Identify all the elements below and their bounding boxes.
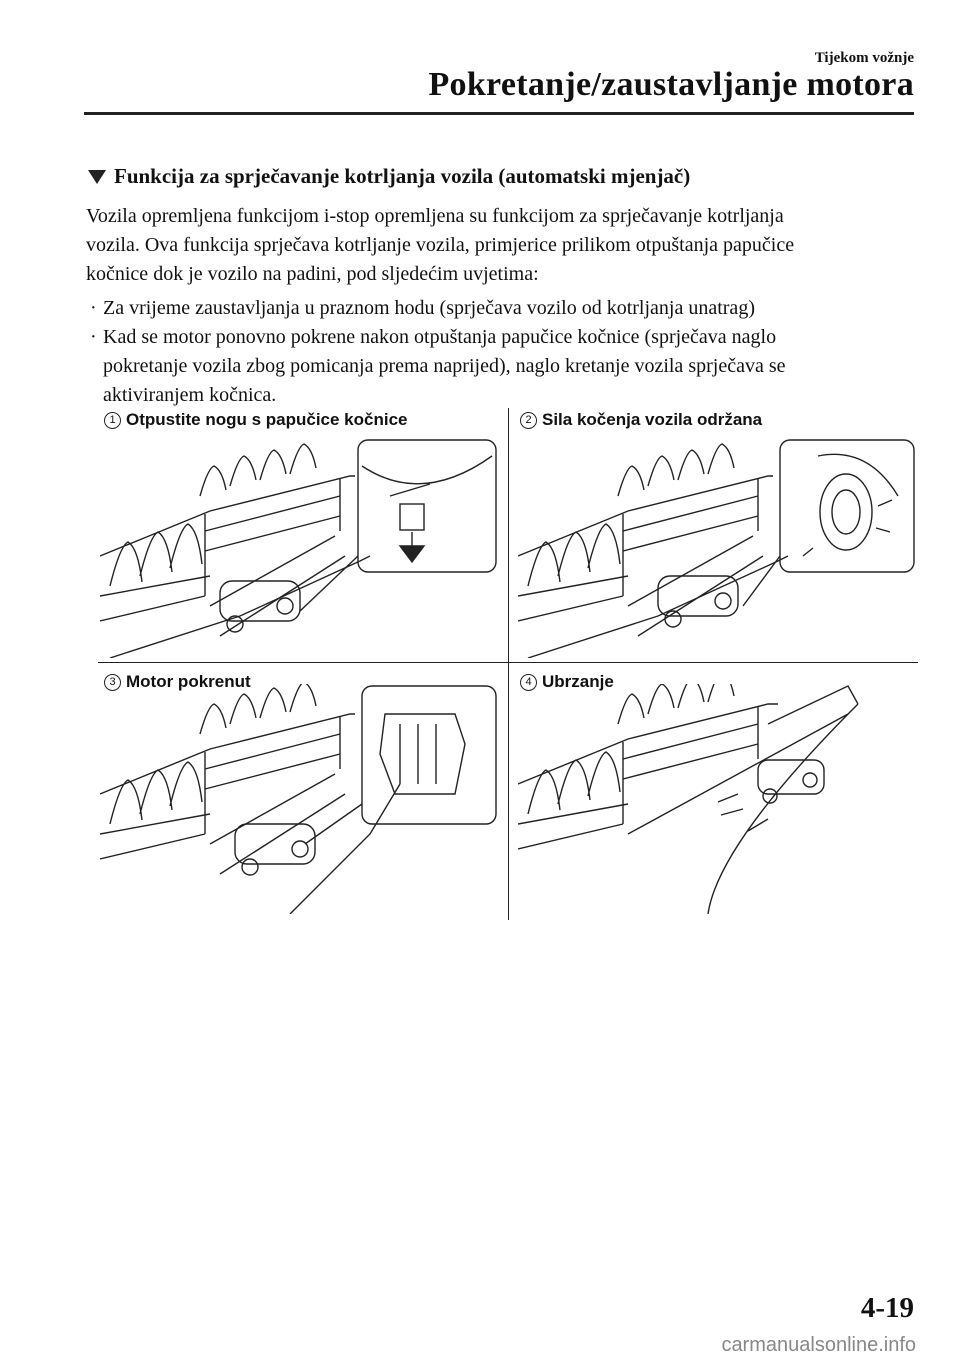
panel-4-illustration — [518, 684, 918, 914]
panel-divider-vertical — [508, 408, 509, 920]
bullet-dot-icon: · — [90, 326, 97, 348]
list-item-text: Za vrijeme zaustavljanja u praznom hodu (sprječava vozilo od kotrljanja unatrag) — [103, 297, 755, 319]
panel-label-text: Sila kočenja vozila održana — [542, 410, 763, 429]
paragraph-line: Vozila opremljena funkcijom i-stop opremljena su funkcijom za sprječavanje kotrljanja — [86, 205, 784, 227]
panel-3-illustration — [100, 684, 500, 914]
page-title: Pokretanje/zaustavljanje motora — [428, 66, 914, 103]
list-item-text: pokretanje vozila zbog pomicanja prema naprijed), naglo kretanje vozila sprječava se — [103, 355, 786, 377]
panel-number-badge: 4 — [520, 674, 537, 691]
intro-paragraph — [86, 202, 916, 289]
header-rule — [84, 112, 914, 115]
list-item — [86, 323, 916, 410]
panel-2-illustration — [518, 436, 918, 658]
panel-label-text: Otpustite nogu s papučice kočnice — [126, 410, 408, 429]
page-number: 4-19 — [860, 1292, 914, 1324]
triangle-marker-icon — [88, 170, 106, 184]
panel-number-badge: 2 — [520, 412, 537, 429]
panel-label-text: Ubrzanje — [542, 672, 614, 691]
list-item-text: aktiviranjem kočnica. — [103, 384, 277, 406]
section-heading — [88, 164, 690, 189]
panel-divider-horizontal — [98, 662, 918, 663]
panel-1-illustration — [100, 436, 500, 658]
list-item-text: Kad se motor ponovno pokrene nakon otpuštanja papučice kočnice (sprječava naglo — [103, 326, 777, 348]
bullet-dot-icon: · — [90, 297, 97, 319]
panel-label-text: Motor pokrenut — [126, 672, 251, 691]
panel-1-label — [104, 410, 408, 430]
panel-2-label — [520, 410, 762, 430]
paragraph-line: vozila. Ova funkcija sprječava kotrljanje vozila, primjerice prilikom otpuštanja papučice — [86, 234, 795, 256]
panel-number-badge: 3 — [104, 674, 121, 691]
paragraph-line: kočnice dok je vozilo na padini, pod sljedećim uvjetima: — [86, 263, 539, 285]
panel-number-badge: 1 — [104, 412, 121, 429]
section-heading-text: Funkcija za sprječavanje kotrljanja vozila (automatski mjenjač) — [114, 164, 691, 188]
watermark: carmanualsonline.info — [721, 1334, 916, 1356]
condition-list — [86, 294, 916, 410]
list-item — [86, 294, 916, 323]
chapter-label: Tijekom vožnje — [814, 50, 914, 66]
